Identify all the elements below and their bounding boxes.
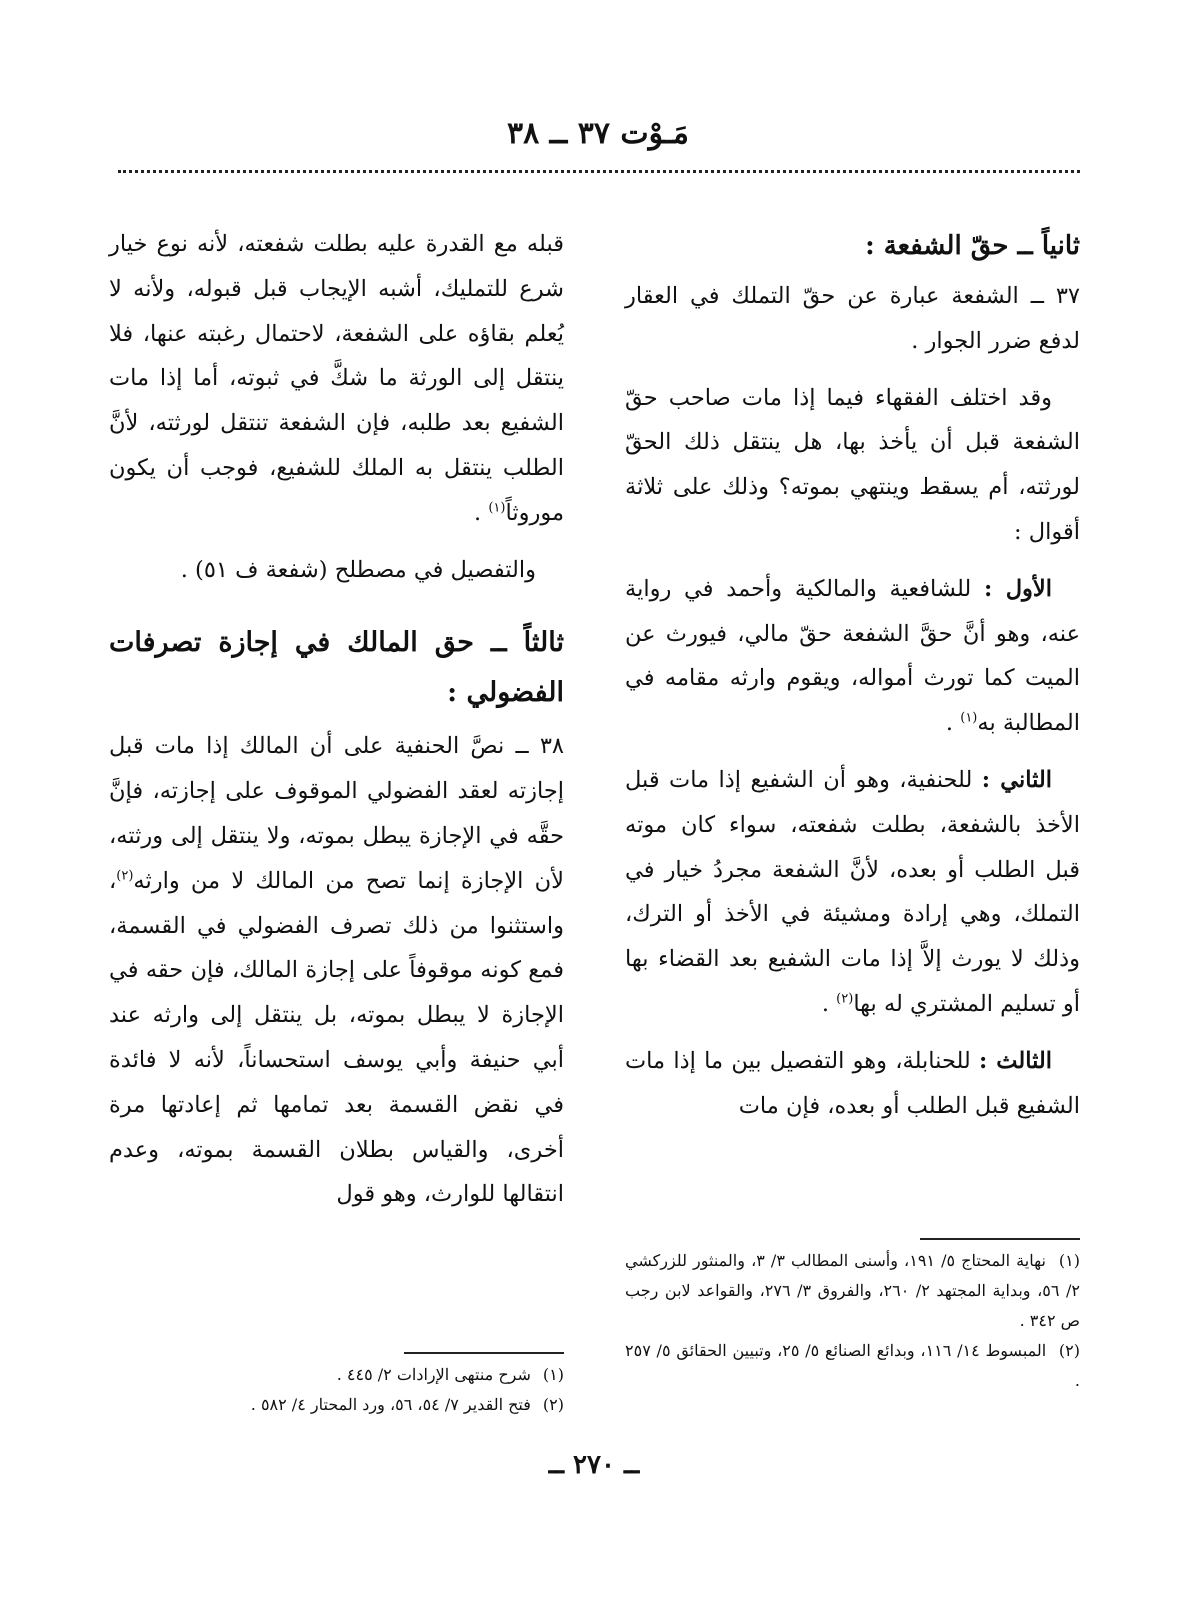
first-opinion-end: . <box>945 710 961 737</box>
header-dotted-rule <box>118 170 1080 173</box>
footnote-ref-2: (٢) <box>836 991 854 1007</box>
footnote-item <box>109 1390 564 1420</box>
paragraph-third-opinion <box>625 1039 1080 1129</box>
label-second: الثاني : <box>981 766 1052 793</box>
paragraph-38-rest: ، واستثنوا من ذلك تصرف الفضولي في القسمة، فمع كونه موقوفاً على إجازة المالك، فإن حقه في الإجازة لا يبطل بموته، بل ينتقل إلى وارثه عند أبي حنيفة وأبي يوسف استحساناً، لأنه لا فائدة في نقض القسمة بعد تمامها ثم إعادتها مرة أخرى، والقياس بطلان القسمة بموته، وعدم انتقالها للوارث، وهو قول <box>109 867 564 1208</box>
footnote-item <box>625 1246 1080 1336</box>
first-opinion-text: للشافعية والمالكية وأحمد في رواية عنه، وهو أنَّ حقَّ الشفعة حقّ مالي، فيورث عن الميت كما تورث أمواله، ويقوم وارثه مقامه في المطالبة به <box>625 575 1080 737</box>
footnote-text: فتح القدير ٧/ ٥٤، ٥٦، ورد المحتار ٤/ ٥٨٢ . <box>250 1395 531 1414</box>
footnote-rule <box>920 1238 1080 1240</box>
footnote-number: (١) <box>1058 1251 1081 1270</box>
paragraph-first-opinion <box>625 567 1080 746</box>
label-third: الثالث : <box>979 1047 1052 1074</box>
second-opinion-text: للحنفية، وهو أن الشفيع إذا مات قبل الأخذ بالشفعة، بطلت شفعته، سواء كان موته قبل الطلب أو بعده، لأنَّ الشفعة مجردُ خيار في التملك، وهي إرادة ومشيئة في الأخذ أو الترك، وذلك لا يورث إلاَّ إذا مات الشفيع بعد القضاء بها أو تسليم المشتري له بها <box>625 766 1080 1017</box>
footnote-number: (٢) <box>1058 1341 1081 1360</box>
running-header: مَـوْت ٣٧ ــ ٣٨ <box>507 116 689 151</box>
paragraph-cross-reference: والتفصيل في مصطلح (شفعة ف ٥١) . <box>180 556 536 583</box>
page-number: ــ ٢٧٠ ــ <box>548 1450 640 1480</box>
section-heading-preemption: ثانياً ــ حقّ الشفعة : <box>865 231 1080 261</box>
paragraph-38 <box>109 724 564 1217</box>
footnote-ref-1: (١) <box>488 500 506 516</box>
footnote-item <box>109 1360 564 1390</box>
left-column <box>109 222 564 1229</box>
footnote-number: (١) <box>542 1365 564 1384</box>
footnote-ref-1: (١) <box>960 710 978 726</box>
footnote-text: شرح منتهى الإرادات ٢/ ٤٤٥ . <box>336 1365 531 1384</box>
right-footnotes <box>625 1238 1080 1396</box>
footnote-rule <box>404 1352 564 1354</box>
footnote-number: (٢) <box>542 1395 564 1414</box>
paragraph-37: ٣٧ ــ الشفعة عبارة عن حقّ التملك في العقار لدفع ضرر الجوار . <box>625 283 1080 354</box>
paragraph-continuation <box>109 222 564 536</box>
third-opinion-text: للحنابلة، وهو التفصيل بين ما إذا مات الشفيع قبل الطلب أو بعده، فإن مات <box>625 1047 1080 1119</box>
paragraph-disagreement: وقد اختلف الفقهاء فيما إذا مات صاحب حقّ الشفعة قبل أن يأخذ بها، هل ينتقل ذلك الحقّ لورثته، أم يسقط وينتهي بموته؟ وذلك على ثلاثة أقوال : <box>625 384 1080 545</box>
right-column <box>625 222 1080 1140</box>
footnote-ref-2: (٢) <box>116 868 134 884</box>
second-opinion-end: . <box>821 990 837 1017</box>
footnote-item <box>625 1336 1080 1396</box>
footnote-text: نهاية المحتاج ٥/ ١٩١، وأسنى المطالب ٣/ ٣، والمنثور للزركشي ٢/ ٥٦، وبداية المجتهد ٢/ ٢٦٠، والفروق ٣/ ٢٧٦، والقواعد لابن رجب ص ٣٤٢ . <box>625 1251 1081 1330</box>
label-first: الأول : <box>983 575 1052 602</box>
section-heading-owner-right: ثالثاً ــ حق المالك في إجازة تصرفات الفضولي : <box>109 627 564 709</box>
continuation-end: . <box>474 499 489 526</box>
footnote-text: المبسوط ١٤/ ١١٦، وبدائع الصنائع ٥/ ٢٥، وتبيين الحقائق ٥/ ٢٥٧ . <box>625 1341 1080 1390</box>
continuation-text: قبله مع القدرة عليه بطلت شفعته، لأنه نوع خيار شرع للتمليك، أشبه الإيجاب قبل قبوله، ولأنه لا يُعلم بقاؤه على الشفعة، لاحتمال رغبته عنها، فلا ينتقل إلى الورثة ما شكَّ في ثبوته، أما إذا مات الشفيع بعد طلبه، فإن الشفعة تنتقل لورثته، لأنَّ الطلب ينتقل به الملك للشفيع، فوجب أن يكون موروثاً <box>109 231 564 526</box>
paragraph-second-opinion <box>625 758 1080 1027</box>
paragraph-38-text: ٣٨ ــ نصَّ الحنفية على أن المالك إذا مات قبل إجازته لعقد الفضولي الموقوف على إجازته، فإنَّ حقَّه في الإجازة يبطل بموته، ولا ينتقل إلى ورثته، لأن الإجازة إنما تصح من المالك لا من وارثه <box>109 733 564 894</box>
left-footnotes <box>109 1352 564 1420</box>
